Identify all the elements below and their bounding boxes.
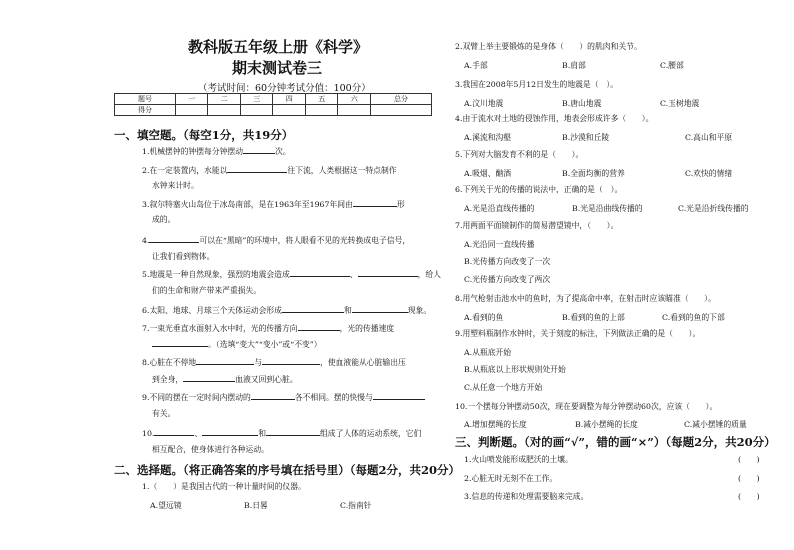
score-header: 三 (240, 94, 273, 105)
choice-q6-option-b[interactable]: B.光是沿曲线传播的 (572, 204, 643, 213)
choice-q8-option-a[interactable]: A.看到的鱼 (464, 313, 504, 322)
fill-q8: 8.心脏在不停地 与 ，使血液能从心脏输出压 (142, 358, 406, 367)
choice-q4: 4.由于流水对土地的侵蚀作用，地表会形成许多（ ）。 (455, 114, 654, 123)
choice-q6-option-a[interactable]: A.光是沿直线传播的 (464, 204, 535, 213)
choice-q3: 3.我国在2008年5月12日发生的地震是（ ）。 (455, 80, 619, 89)
score-cell[interactable] (305, 105, 338, 116)
choice-q1-option-a[interactable]: A.望远镜 (150, 501, 182, 510)
choice-q10-option-a[interactable]: A.增加摆绳的长度 (464, 420, 527, 429)
answer-blank[interactable] (352, 304, 408, 313)
answer-blank[interactable] (282, 304, 344, 313)
choice-q1: 1.（ ）是我国古代的一种计量时间的仪器。 (142, 482, 306, 491)
choice-q7-option-b[interactable]: B.光传播方向改变了一次 (464, 257, 551, 266)
choice-q5-option-a[interactable]: A.吸烟、酗酒 (464, 169, 512, 178)
choice-q4-option-a[interactable]: A.溪流和沟壑 (464, 133, 512, 142)
choice-q2: 2.双臂上举主要锻炼的是身体（ ）的肌肉和关节。 (455, 42, 642, 51)
choice-q5: 5.下列对大脑发育不利的是（ ）。 (455, 150, 584, 159)
fill-q1: 1.机械摆钟的钟摆每分钟摆动 次。 (142, 147, 291, 156)
choice-q10-option-c[interactable]: C.减小摆锤的质量 (684, 420, 747, 429)
exam-title: 教科版五年级上册《科学》 (188, 38, 369, 56)
choice-q1-option-b[interactable]: B.日晷 (244, 501, 268, 510)
answer-blank[interactable] (373, 391, 425, 400)
fill-q4-cont: 让我们看到物体。 (152, 252, 215, 261)
fill-q5-cont: 们的生命和财产带来严重损失。 (152, 286, 262, 295)
choice-q6: 6.下列关于光的传播的说法中，正确的是（ ）。 (455, 185, 623, 194)
judge-answer-paren[interactable]: ( ) (738, 474, 760, 483)
answer-blank[interactable] (196, 356, 254, 365)
answer-blank[interactable] (202, 427, 258, 436)
score-header: 一 (175, 94, 208, 105)
score-cell[interactable] (208, 105, 241, 116)
score-cell[interactable] (175, 105, 208, 116)
choice-q2-option-c[interactable]: C.腰部 (660, 61, 684, 70)
choice-q9-option-b[interactable]: B.从瓶底以上形状规则处开始 (464, 365, 566, 374)
score-cell[interactable] (240, 105, 273, 116)
choice-q9-option-a[interactable]: A.从瓶底开始 (464, 348, 512, 357)
score-header: 二 (208, 94, 241, 105)
choice-q6-option-c[interactable]: C.光是沿折线传播的 (678, 204, 749, 213)
score-header: 总分 (370, 94, 431, 105)
exam-info: （考试时间：60分钟考试分值：100分） (198, 83, 371, 94)
answer-blank[interactable] (298, 322, 340, 331)
answer-blank[interactable] (251, 391, 295, 400)
judge-item: 2.心脏无时无刻不在工作。 (464, 474, 558, 483)
choice-q5-option-c[interactable]: C.欢快的情绪 (685, 169, 733, 178)
answer-blank[interactable] (353, 198, 397, 207)
section1-title: 一、填空题。（每空1分，共19分） (114, 128, 294, 142)
choice-q2-option-a[interactable]: A.手部 (464, 61, 488, 70)
choice-q7-option-a[interactable]: A.光沿同一直线传播 (464, 240, 535, 249)
fill-q9-cont: 有关。 (152, 409, 176, 418)
score-table (114, 93, 432, 116)
score-row-label: 得分 (115, 105, 176, 116)
fill-q3-cont: 成的。 (152, 215, 176, 224)
answer-blank[interactable] (183, 373, 235, 382)
choice-q4-option-b[interactable]: B.沙漠和丘陵 (562, 133, 610, 142)
score-cell[interactable] (338, 105, 371, 116)
score-header: 五 (305, 94, 338, 105)
choice-q3-option-a[interactable]: A.汶川地震 (464, 99, 504, 108)
score-header: 六 (338, 94, 371, 105)
choice-q8-option-c[interactable]: C.看到的鱼的下部 (662, 313, 725, 322)
choice-q4-option-c[interactable]: C.高山和平原 (685, 133, 733, 142)
answer-blank[interactable] (290, 268, 350, 277)
answer-blank[interactable] (262, 356, 320, 365)
fill-q9: 9.不同的摆在一定时间内摆动的 各不相同。摆的快慢与 (142, 391, 425, 403)
fill-q2: 2.在一定装置内，水能以 往下流，人类根据这一特点制作 (142, 166, 397, 175)
choice-q10: 10.一个摆每分钟摆动50次，现在要调整为每分钟摆动60次，应该（ ）。 (455, 402, 718, 411)
judge-item: 1.火山喷发能形成肥沃的土壤。 (464, 455, 573, 464)
choice-q9: 9.用塑料瓶制作水钟时，关于刻度的标注，下列做法正确的是（ ）。 (455, 329, 701, 338)
fill-q6: 6.太阳、地球、月球三个天体运动会形成 和 现象。 (142, 306, 432, 315)
fill-q5: 5.地震是一种自然现象，强烈的地震会造成 、 ，给人 (142, 270, 441, 279)
fill-q8-cont: 到全身， 血液又回到心脏。 (152, 375, 298, 384)
answer-blank[interactable] (154, 427, 194, 436)
choice-q8-option-b[interactable]: B.看到的鱼的上部 (562, 313, 625, 322)
score-cell[interactable] (273, 105, 306, 116)
answer-blank[interactable] (358, 268, 418, 277)
fill-q2-cont: 水钟来计时。 (152, 181, 199, 190)
answer-blank[interactable] (149, 234, 199, 243)
fill-q7-cont: 。（选填“变大”“变小”或“不变”） (152, 338, 322, 350)
score-cell[interactable] (370, 105, 431, 116)
fill-q10-cont: 相互配合，使身体进行各种运动。 (152, 445, 269, 454)
section3-title: 三、判断题。（对的画“√”，错的画“×”）（每题2分，共20分） (455, 435, 776, 449)
answer-blank[interactable] (266, 427, 320, 436)
choice-q2-option-b[interactable]: B.肩部 (562, 61, 586, 70)
fill-q10: 10. 、 和 组成了人体的运动系统，它们 (142, 429, 422, 438)
fill-q7: 7.一束光垂直水面射入水中时，光的传播方向 ，光的传播速度 (142, 324, 395, 333)
choice-q3-option-c[interactable]: C.玉树地震 (660, 99, 700, 108)
fill-q4: 4. 可以在“黑暗”的环境中，将人眼看不见的光转换成电子信号， (142, 236, 411, 245)
choice-q8: 8.用气枪射击池水中的鱼时，为了提高命中率，在射击时应该瞄准（ ）。 (455, 294, 716, 303)
exam-subtitle: 期末测试卷三 (232, 59, 323, 77)
judge-item: 3.信息的传递和处理需要脑来完成。 (464, 492, 589, 501)
answer-blank[interactable] (227, 164, 287, 173)
answer-blank[interactable] (152, 338, 208, 347)
score-header: 四 (273, 94, 306, 105)
judge-answer-paren[interactable]: ( ) (738, 492, 760, 501)
choice-q1-option-c[interactable]: C.指南针 (340, 501, 372, 510)
choice-q7: 7.用两面平面镜制作的简易潜望镜中，（ ）。 (455, 221, 619, 230)
choice-q7-option-c[interactable]: C.光传播方向改变了两次 (464, 275, 551, 284)
answer-blank[interactable] (243, 145, 275, 154)
judge-answer-paren[interactable]: ( ) (738, 455, 760, 464)
choice-q9-option-c[interactable]: C.从任意一个地方开始 (464, 383, 543, 392)
fill-q3: 3.叙尔特塞火山岛位于冰岛南部，是在1963年至1967年间由 形 (142, 200, 405, 209)
choice-q10-option-b[interactable]: B.减小摆绳的长度 (575, 420, 638, 429)
section2-title: 二、选择题。（将正确答案的序号填在括号里）（每题2分，共20分） (114, 463, 461, 477)
choice-q3-option-b[interactable]: B.唐山地震 (562, 99, 602, 108)
score-header: 题号 (115, 94, 176, 105)
choice-q5-option-b[interactable]: B.全面均衡的营养 (562, 169, 625, 178)
